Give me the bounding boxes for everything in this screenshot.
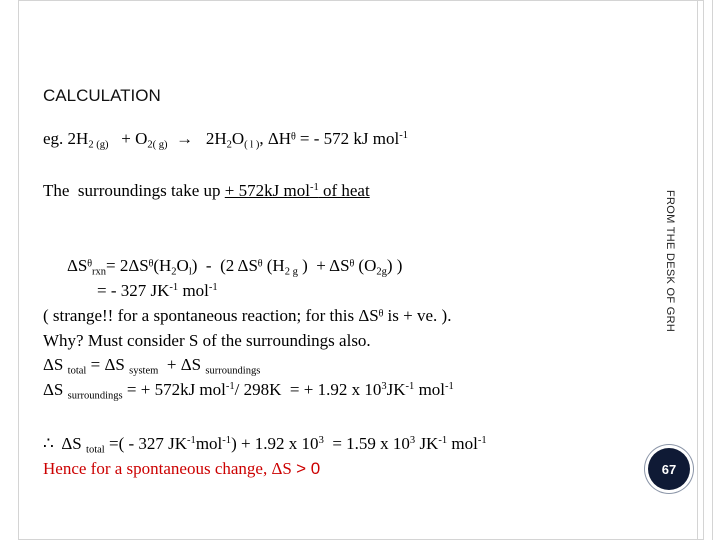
sub: total	[67, 365, 87, 377]
text: mol	[195, 434, 223, 453]
surroundings-line	[43, 181, 370, 201]
text: mol	[178, 281, 209, 300]
sub: 2g	[376, 266, 387, 278]
eq-sub: 2 (g)	[88, 139, 109, 151]
surroundings-entropy-line	[43, 380, 454, 400]
frame-inner-line	[697, 0, 698, 540]
eq-text: + O	[108, 129, 148, 148]
eq-text: O	[231, 129, 245, 148]
sup: -1	[438, 435, 448, 447]
text: = ΔS	[86, 355, 130, 374]
text: ΔS	[43, 380, 68, 399]
text: ΔSᶿ	[67, 256, 92, 275]
sup: -1	[187, 435, 196, 447]
sub: surroundings	[67, 390, 123, 402]
sub: rxn	[91, 266, 107, 278]
underlined-heat	[225, 181, 370, 200]
sup: -1	[309, 182, 319, 194]
text: + 572kJ mol	[224, 181, 310, 200]
eq-sub: ( l )	[244, 139, 260, 151]
entropy-value-line	[97, 281, 218, 301]
eq-sub: 2( g)	[147, 139, 168, 151]
text: = 1.59 x 10	[323, 434, 410, 453]
sub: 2	[171, 266, 177, 278]
strange-line: ( strange!! for a spontaneous reaction; for this ΔSᶿ is + ve. ).	[43, 306, 452, 325]
sup: -1	[208, 282, 218, 294]
conclusion-line	[43, 459, 320, 479]
text: Hence for a spontaneous change, ΔS	[43, 459, 297, 478]
text: mol	[414, 380, 446, 399]
text: ) + 1.92 x 10	[231, 434, 319, 453]
text: ΔS	[43, 355, 68, 374]
text: ) + ΔSᶿ (O	[297, 256, 377, 275]
sub: total	[86, 444, 105, 456]
eq-text: 2H	[205, 129, 227, 148]
text: ) )	[386, 256, 403, 275]
sub: surroundings	[205, 365, 261, 377]
eq-sup: -1	[399, 130, 409, 142]
sub: l	[188, 266, 192, 278]
text: = 2ΔSᶿ(H	[106, 256, 172, 275]
side-label: FROM THE DESK OF GRH	[664, 190, 676, 333]
arrow: →	[167, 129, 206, 148]
text: of heat	[318, 181, 370, 200]
sup: -1	[169, 282, 179, 294]
sub: 2 g	[284, 266, 298, 278]
frame-outer-line	[712, 0, 713, 540]
sup: -1	[405, 381, 415, 393]
final-total-line	[43, 434, 487, 454]
text: O	[176, 256, 189, 275]
text: = + 572kJ mol	[122, 380, 226, 399]
equation-line	[43, 129, 408, 149]
eq-text: , ΔHᶿ = - 572 kJ mol	[259, 129, 400, 148]
text: > 0	[296, 459, 321, 478]
text: / 298K = + 1.92 x 10	[234, 380, 382, 399]
text: =( - 327 JK	[104, 434, 188, 453]
sup: 3	[318, 435, 324, 447]
text: ∴ ΔS	[43, 434, 87, 453]
sup: -1	[477, 435, 487, 447]
eq-text: eg. 2H	[43, 129, 89, 148]
text: ) - (2 ΔSᶿ (H	[191, 256, 285, 275]
text: mol	[447, 434, 478, 453]
entropy-rxn-line	[67, 256, 402, 276]
sup: 3	[381, 381, 387, 393]
text: The surroundings take up	[43, 181, 225, 200]
page-number-badge: 67	[648, 448, 690, 490]
sup: -1	[445, 381, 454, 393]
eq-sub: 2	[226, 139, 232, 151]
sup: 3	[409, 435, 416, 447]
text: = - 327 JK	[97, 281, 170, 300]
sup: -1	[222, 435, 232, 447]
text: JK	[386, 380, 406, 399]
text: + ΔS	[158, 355, 206, 374]
total-entropy-line	[43, 355, 260, 375]
sup: -1	[225, 381, 235, 393]
text: JK	[415, 434, 439, 453]
slide-heading: CALCULATION	[43, 86, 161, 105]
sub: system	[129, 365, 159, 377]
why-line: Why? Must consider S of the surroundings also.	[43, 331, 371, 350]
